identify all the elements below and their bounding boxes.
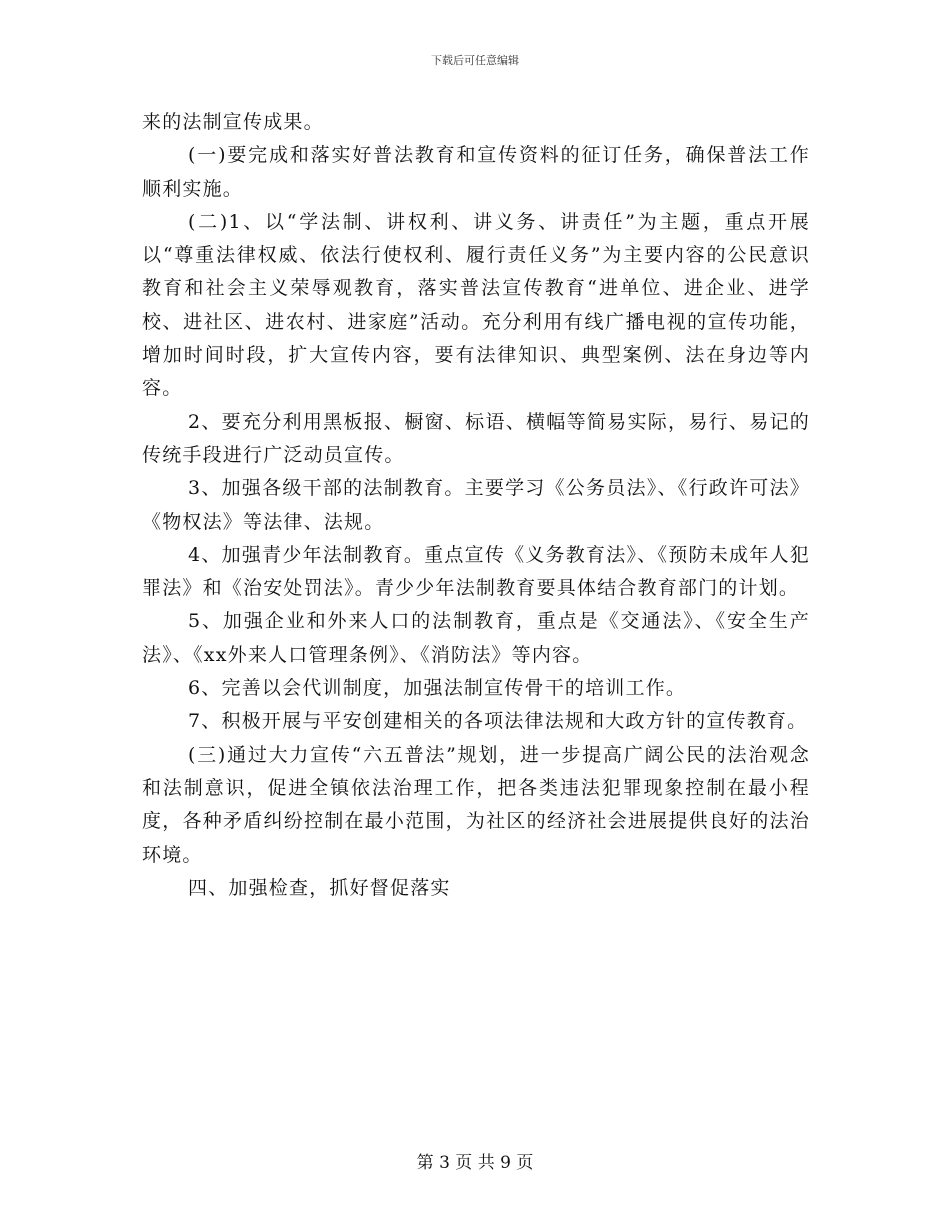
paragraph-section-3: (三)通过大力宣传“六五普法”规划，进一步提高广阔公民的法治观念和法制意识，促进全镇依法治理工作，把各类违法犯罪现象控制在最小程度，各种矛盾纠纷控制在最小范围，为社区的经济社会进展提供良好的法治环境。 [142,743,810,866]
section-heading-4: 四、加强检查，抓好督促落实 [188,876,451,899]
paragraph-item-7: 7、积极开展与平安创建相关的各项法律法规和大政方针的宣传教育。 [188,710,808,733]
header-note: 下载后可任意编辑 [431,54,519,67]
paragraph-item-5: 5、加强企业和外来人口的法制教育，重点是《交通法》、《安全生产法》、《xx外来人口管理条例》、《消防法》等内容。 [142,610,810,666]
document-body [142,106,810,905]
paragraph-item-4: 4、加强青少年法制教育。重点宣传《义务教育法》、《预防未成年人犯罪法》和《治安处罚法》。青少少年法制教育要具体结合教育部门的计划。 [142,543,810,600]
paragraph-item-3: 3、加强各级干部的法制教育。主要学习《公务员法》、《行政许可法》《物权法》等法律、法规。 [142,477,810,533]
paragraph-item-6: 6、完善以会代训制度，加强法制宣传骨干的培训工作。 [188,677,687,700]
page-number: 第 3 页 共 9 页 [416,1153,534,1173]
paragraph-section-1: (一)要完成和落实好普法教育和宣传资料的征订任务，确保普法工作顺利实施。 [142,144,810,200]
paragraph-continuation: 来的法制宣传成果。 [142,111,324,133]
paragraph-section-2-item-1: (二)1、以“学法制、讲权利、讲义务、讲责任”为主题，重点开展以“尊重法律权威、依法行使权利、履行责任义务”为主要内容的公民意识教育和社会主义荣辱观教育，落实普法宣传教育“进单位、进企业、进学校、进社区、进农村、进家庭”活动。充分利用有线广播电视的宣传功能，增加时间时段，扩大宣传内容，要有法律知识、典型案例、法在身边等内容。 [142,210,810,400]
paragraph-item-2: 2、要充分利用黑板报、橱窗、标语、横幅等简易实际，易行、易记的传统手段进行广泛动员宣传。 [142,410,810,466]
